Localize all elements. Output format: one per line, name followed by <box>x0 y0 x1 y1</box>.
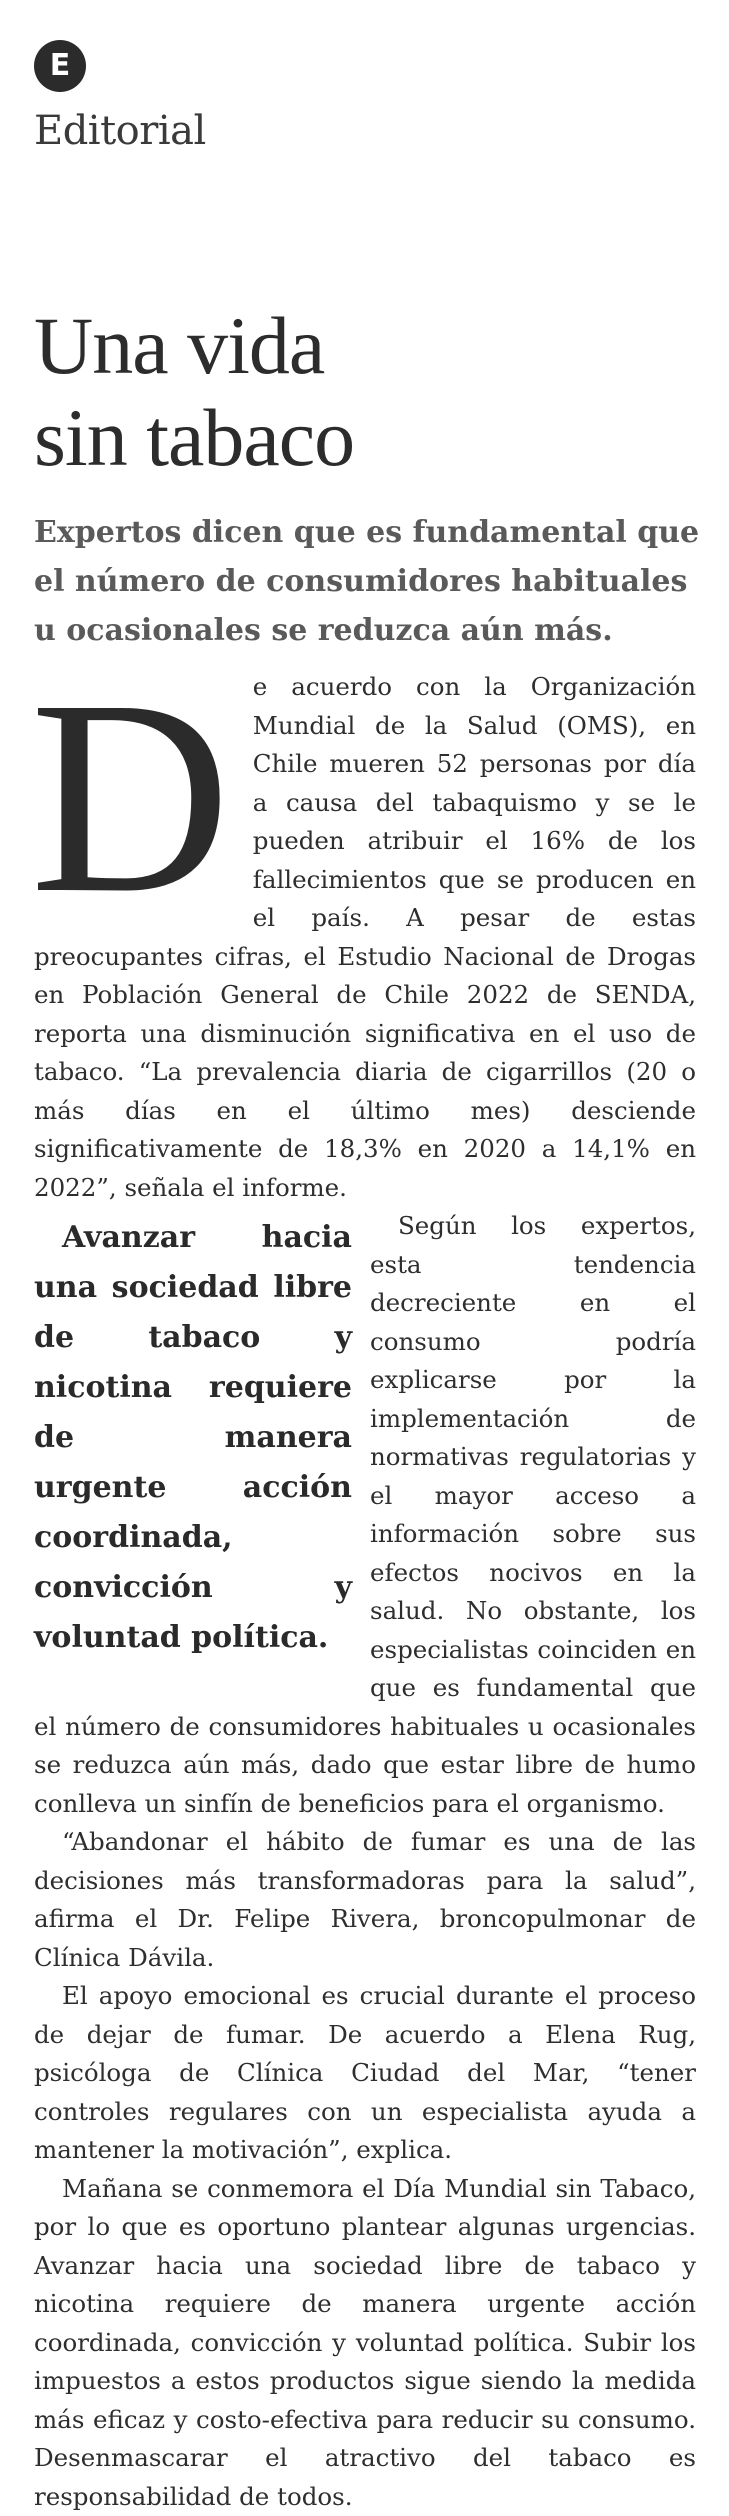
pull-quote: Avanzar hacia una sociedad libre de tabaco y nicotina requiere de manera urgente acción coordinada, convicción y voluntad política. <box>34 1207 352 1663</box>
article-lede: Expertos dicen que es fundamental que el número de consumidores habituales u ocasionales se reduzca aún más. <box>34 508 702 655</box>
paragraph-1-text: e acuerdo con la Organización Mundial de la Salud (OMS), en Chile mueren 52 personas por día a causa del tabaquismo y se le pueden atribuir el 16% de los fallecimientos que se producen en el país. A pesar de estas preocupantes cifras, el Estudio Nacional de Drogas en Población General de Chile 2022 de SENDA, reporta una disminución significativa en el uso de tabaco. “La prevalencia diaria de cigarrillos (20 o más días en el último mes) desciende significativamente de 18,3% en 2020 a 14,1% en 2022”, señala el informe. <box>34 672 696 1202</box>
paragraph-3: “Abandonar el hábito de fumar es una de las decisiones más transformadoras para la salud”, afirma el Dr. Felipe Rivera, broncopulmonar de Clínica Dávila. <box>34 1823 696 1977</box>
paragraph-2 <box>34 1207 696 1823</box>
paragraph-4: El apoyo emocional es crucial durante el proceso de dejar de fumar. De acuerdo a Elena Rug, psicóloga de Clínica Ciudad del Mar, “tener controles regulares con un especialista ayuda a mantener la motivación”, explica. <box>34 1977 696 2170</box>
paragraph-2-text: Según los expertos, esta tendencia decreciente en el consumo podría explicarse por la implementación de normativas regulatorias y el mayor acceso a información sobre sus efectos nocivos en la salud. No obstante, los especialistas coinciden en que es fundamental que el número de consumidores habituales u ocasionales se reduzca aún más, dado que estar libre de humo conlleva un sinfín de beneficios para el organismo. <box>34 1211 696 1818</box>
drop-cap: D <box>30 694 231 900</box>
article-title <box>34 300 694 484</box>
section-label: Editorial <box>34 108 206 154</box>
paragraph-5: Mañana se conmemora el Día Mundial sin Tabaco, por lo que es oportuno plantear algunas urgencias. Avanzar hacia una sociedad libre de tabaco y nicotina requiere de manera urgente acción coordinada, convicción y voluntad política. Subir los impuestos a estos productos sigue siendo la medida más eficaz y costo-efectiva para reducir su consumo. Desenmascarar el atractivo del tabaco es responsabilidad de todos. <box>34 2170 696 2516</box>
title-line-1: Una vida <box>34 300 324 391</box>
section-badge: E <box>34 40 86 92</box>
article-body <box>34 668 696 2516</box>
paragraph-1 <box>34 668 696 1207</box>
title-line-2: sin tabaco <box>34 392 354 483</box>
